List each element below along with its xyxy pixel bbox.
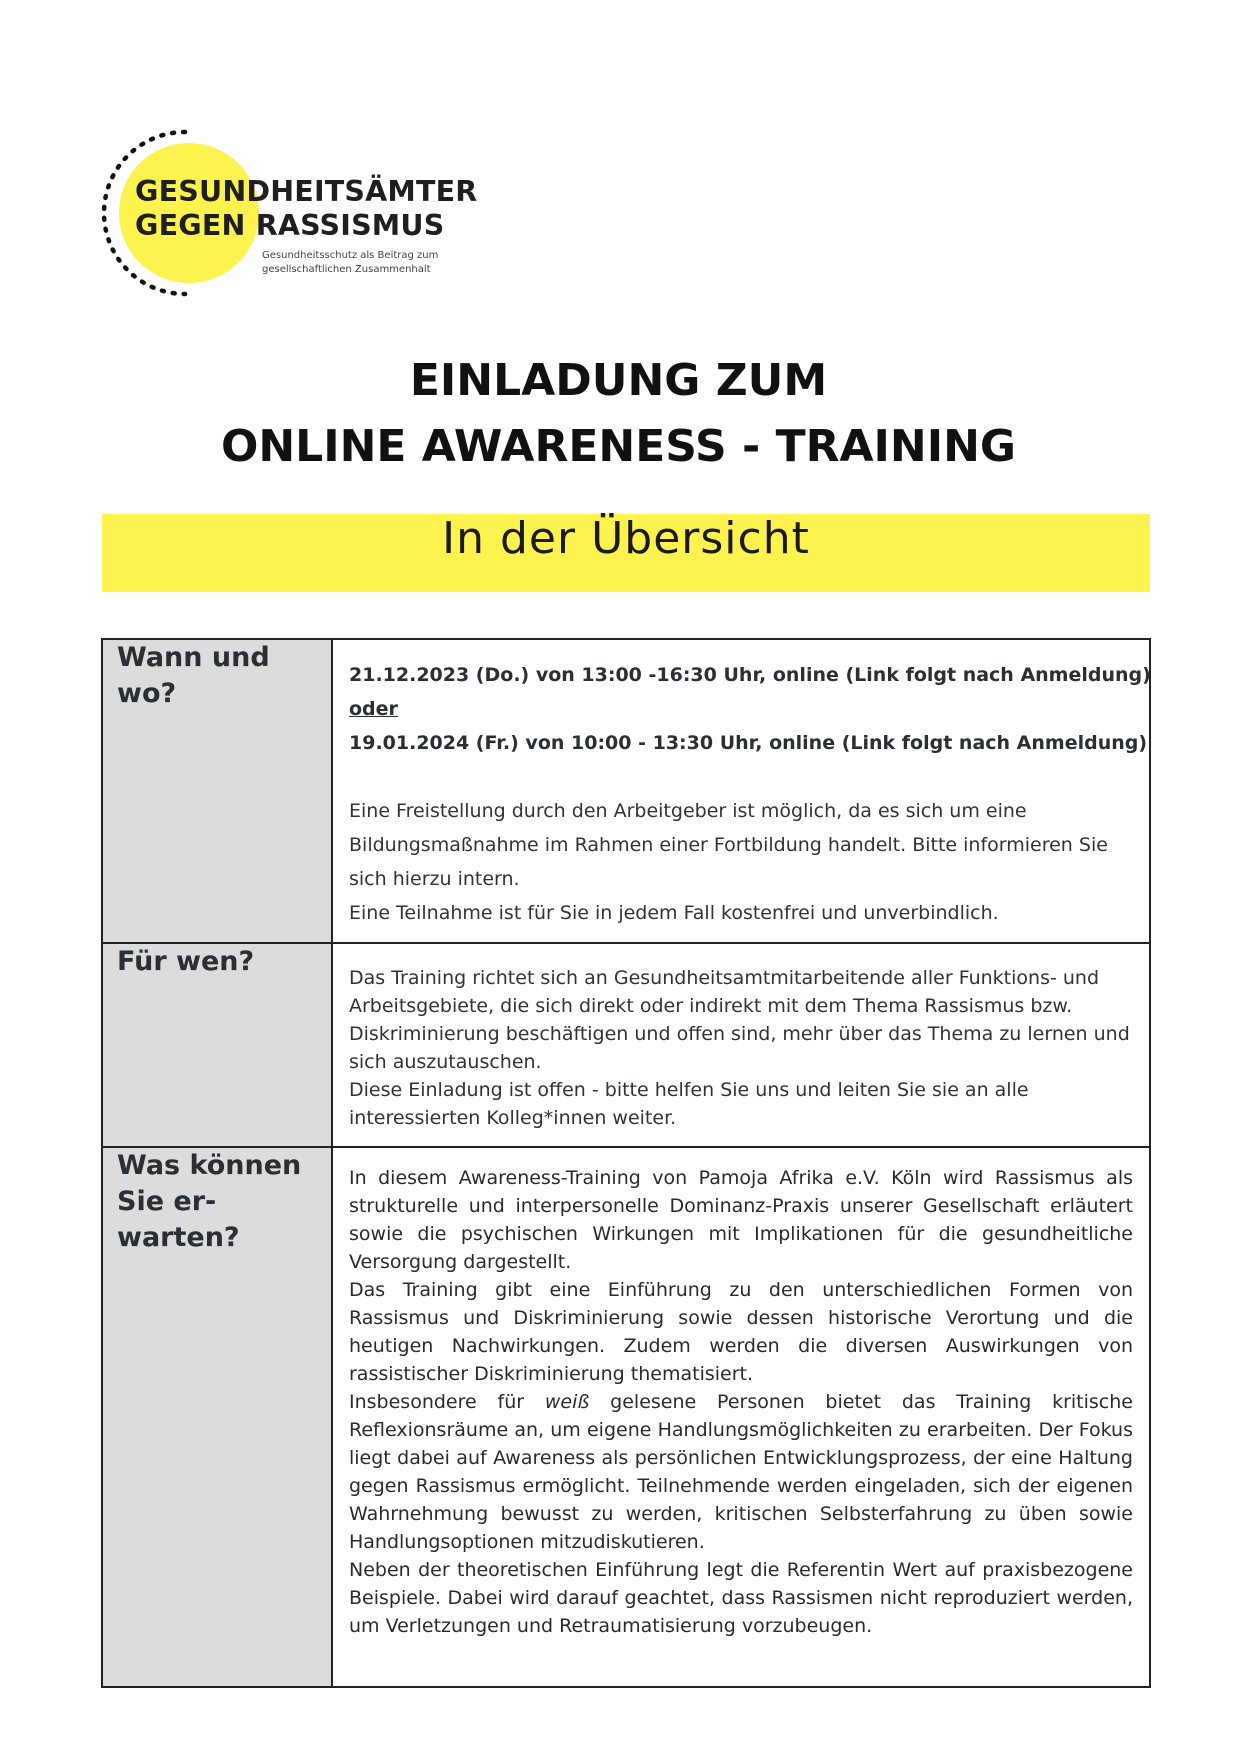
or-label: oder bbox=[349, 698, 398, 720]
invitation-note: Diese Einladung ist offen - bitte helfen Sie uns und leiten Sie sie an alle interessierten Kolleg*innen weiter. bbox=[349, 1079, 1029, 1129]
logo-subtitle-line1: Gesundheitsschutz als Beitrag zum bbox=[262, 250, 439, 261]
free-participation-note: Eine Teilnahme ist für Sie in jedem Fall kostenfrei und unverbindlich. bbox=[349, 902, 999, 924]
logo-title-line2: GEGEN RASSISMUS bbox=[135, 209, 445, 242]
label-cell bbox=[102, 639, 332, 943]
training-focus-emphasis: weiß bbox=[544, 1391, 590, 1413]
training-focus bbox=[349, 1388, 1133, 1556]
label-cell bbox=[102, 1147, 332, 1687]
release-note: Eine Freistellung durch den Arbeitgeber ist möglich, da es sich um eine Bildungsmaßnahme im Rahmen einer Fortbildung handelt. Bitte informieren Sie sich hierzu intern. bbox=[349, 800, 1108, 890]
training-focus-part1: Insbesondere für bbox=[349, 1391, 545, 1413]
table-row-when-where bbox=[102, 639, 1150, 943]
row-label-expectations: Was können Sie er-warten? bbox=[117, 1150, 302, 1253]
date-option-2: 19.01.2024 (Fr.) von 10:00 - 13:30 Uhr, online (Link folgt nach Anmeldung) bbox=[349, 732, 1148, 754]
row-label-when-where: Wann und wo? bbox=[117, 642, 270, 709]
content-cell bbox=[332, 639, 1150, 943]
audience-description: Das Training richtet sich an Gesundheitsamtmitarbeitende aller Funktions- und Arbeitsgebiete, die sich direkt oder indirekt mit dem Thema Rassismus bzw. Diskriminierung beschäftigen und offen sind, mehr über das Thema zu lernen und sich auszutauschen. bbox=[349, 967, 1130, 1073]
training-content: Das Training gibt eine Einführung zu den unterschiedlichen Formen von Rassismus und Diskriminierung sowie dessen historische Verortung und die heutigen Nachwirkungen. Zudem werden die diversen Auswirkungen von rassistischer Diskriminierung thematisiert. bbox=[349, 1279, 1133, 1385]
training-method: Neben der theoretischen Einführung legt die Referentin Wert auf praxisbezogene Beispiele. Dabei wird darauf geachtet, dass Rassismen nicht reproduziert werden, um Verletzungen und Retraumatisierung vorzubeugen. bbox=[349, 1559, 1133, 1637]
content-cell bbox=[332, 1147, 1150, 1687]
table-row-audience bbox=[102, 943, 1150, 1147]
logo-subtitle-line2: gesellschaftlichen Zusammenhalt bbox=[262, 264, 431, 275]
logo bbox=[95, 125, 515, 305]
date-option-1: 21.12.2023 (Do.) von 13:00 -16:30 Uhr, online (Link folgt nach Anmeldung) bbox=[349, 664, 1151, 686]
training-focus-part2: gelesene Personen bietet das Training kritische Reflexionsräume an, um eigene Handlungsmöglichkeiten zu erarbeiten. Der Fokus liegt dabei auf Awareness als persönlichen Entwicklungsprozess, der eine Haltung gegen Rassismus ermöglicht. Teilnehmende werden eingeladen, sich der eigenen Wahrnehmung bewusst zu werden, kritischen Selbsterfahrung zu üben sowie Handlungsoptionen mitzudiskutieren. bbox=[349, 1391, 1133, 1553]
overview-table bbox=[101, 638, 1151, 1688]
banner-text: In der Übersicht bbox=[442, 513, 810, 564]
logo-title-line1: GESUNDHEITSÄMTER bbox=[135, 175, 478, 208]
page-title bbox=[0, 348, 1237, 480]
overview-banner bbox=[102, 514, 1150, 592]
logo-subtitle bbox=[262, 249, 438, 277]
row-label-audience: Für wen? bbox=[117, 946, 255, 977]
logo-title bbox=[135, 175, 477, 243]
table-row-expectations bbox=[102, 1147, 1150, 1687]
page-title-line1: EINLADUNG ZUM bbox=[409, 355, 828, 406]
page-title-line2: ONLINE AWARENESS - TRAINING bbox=[220, 421, 1017, 472]
label-cell bbox=[102, 943, 332, 1147]
content-cell bbox=[332, 943, 1150, 1147]
training-intro: In diesem Awareness-Training von Pamoja Afrika e.V. Köln wird Rassismus als strukturelle und interpersonelle Dominanz-Praxis unserer Gesellschaft erläutert sowie die psychischen Wirkungen mit Implikationen für die gesundheitliche Versorgung dargestellt. bbox=[349, 1167, 1133, 1273]
